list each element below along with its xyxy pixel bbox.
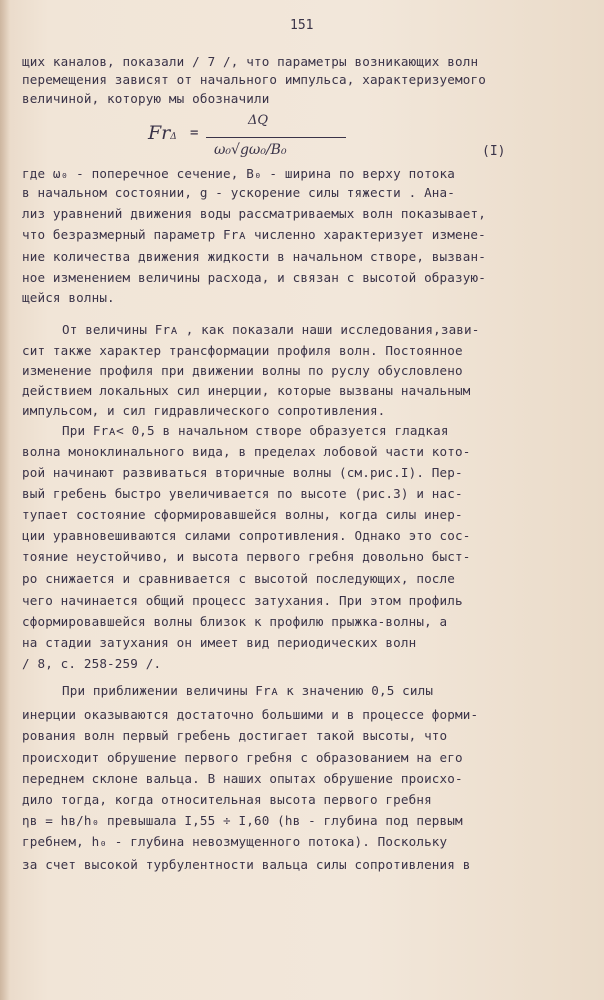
page-spine-shadow	[0, 0, 10, 1000]
text-line: инерции оказываются достаточно большими и в процессе форми-	[22, 707, 479, 722]
text-line: чего начинается общий процесс затухания. При этом профиль	[22, 593, 463, 608]
text-line: действием локальных сил инерции, которые вызваны начальным	[22, 383, 471, 398]
text-line: ние количества движения жидкости в начальном створе, вызван-	[22, 249, 486, 264]
text-line: лиз уравнений движения воды рассматриваемых волн показывает,	[22, 206, 486, 221]
text-line: щих каналов, показали / 7 /, что параметры возникающих волн	[22, 54, 479, 69]
formula-denominator: ω₀√gω₀/B₀	[214, 142, 287, 158]
text-line: При приближении величины Frᴀ к значению 0,5 силы	[62, 683, 434, 698]
formula-lhs: FrΔ	[148, 122, 177, 144]
text-line: происходит обрушение первого гребня с образованием на его	[22, 750, 463, 765]
text-line: ции уравновешиваются силами сопротивления. Однако это сос-	[22, 528, 471, 543]
text-line: ро снижается и сравнивается с высотой последующих, после	[22, 571, 455, 586]
text-line: волна моноклинального вида, в пределах лобовой части кото-	[22, 444, 471, 459]
formula-numerator: ΔQ	[248, 113, 269, 128]
text-line: тупает состояние сформировавшейся волны, когда силы инер-	[22, 507, 463, 522]
fraction-bar	[206, 137, 346, 138]
text-line: величиной, которую мы обозначили	[22, 91, 270, 106]
formula-equals: =	[190, 125, 199, 141]
text-line: переднем склоне вальца. В наших опытах обрушение происхо-	[22, 771, 463, 786]
equation-number: (I)	[482, 144, 506, 159]
formula-froude	[148, 112, 388, 164]
text-line: При Frᴀ< 0,5 в начальном створе образуется гладкая	[62, 423, 449, 438]
text-line: изменение профиля при движении волны по руслу обусловлено	[22, 363, 463, 378]
text-line: рой начинают развиваться вторичные волны (см.рис.I). Пер-	[22, 465, 463, 480]
text-line: / 8, с. 258-259 /.	[22, 656, 162, 671]
text-line: дило тогда, когда относительная высота первого гребня	[22, 792, 432, 807]
text-line: что безразмерный параметр Frᴀ численно характеризует измене-	[22, 227, 486, 242]
text-line: сформировавшейся волны близок к профилю прыжка-волны, а	[22, 614, 448, 629]
text-line: гребнем, h₀ - глубина невозмущенного потока). Поскольку	[22, 834, 448, 849]
text-line: От величины Frᴀ , как показали наши исследования,зави-	[62, 322, 480, 337]
text-line: перемещения зависят от начального импульса, характеризуемого	[22, 72, 486, 87]
text-line: в начальном состоянии, g - ускорение силы тяжести . Ана-	[22, 185, 455, 200]
text-line: ное изменением величины расхода, и связан с высотой образую-	[22, 270, 486, 285]
text-line: рования волн первый гребень достигает такой высоты, что	[22, 728, 448, 743]
text-line: на стадии затухания он имеет вид периодических волн	[22, 635, 417, 650]
text-line: вый гребень быстро увеличивается по высоте (рис.3) и нас-	[22, 486, 463, 501]
text-line: импульсом, и сил гидравлического сопротивления.	[22, 403, 386, 418]
text-line: сит также характер трансформации профиля волн. Постоянное	[22, 343, 463, 358]
text-line: за счет высокой турбулентности вальца силы сопротивления в	[22, 857, 471, 872]
text-line: тояние неустойчиво, и высота первого гребня довольно быст-	[22, 549, 471, 564]
text-line: ηв = hв/h₀ превышала I,55 ÷ I,60 (hв - глубина под первым	[22, 813, 463, 828]
page-number: 151	[290, 18, 314, 33]
text-line: где ω₀ - поперечное сечение, B₀ - ширина по верху потока	[22, 166, 455, 181]
text-line: щейся волны.	[22, 290, 115, 305]
